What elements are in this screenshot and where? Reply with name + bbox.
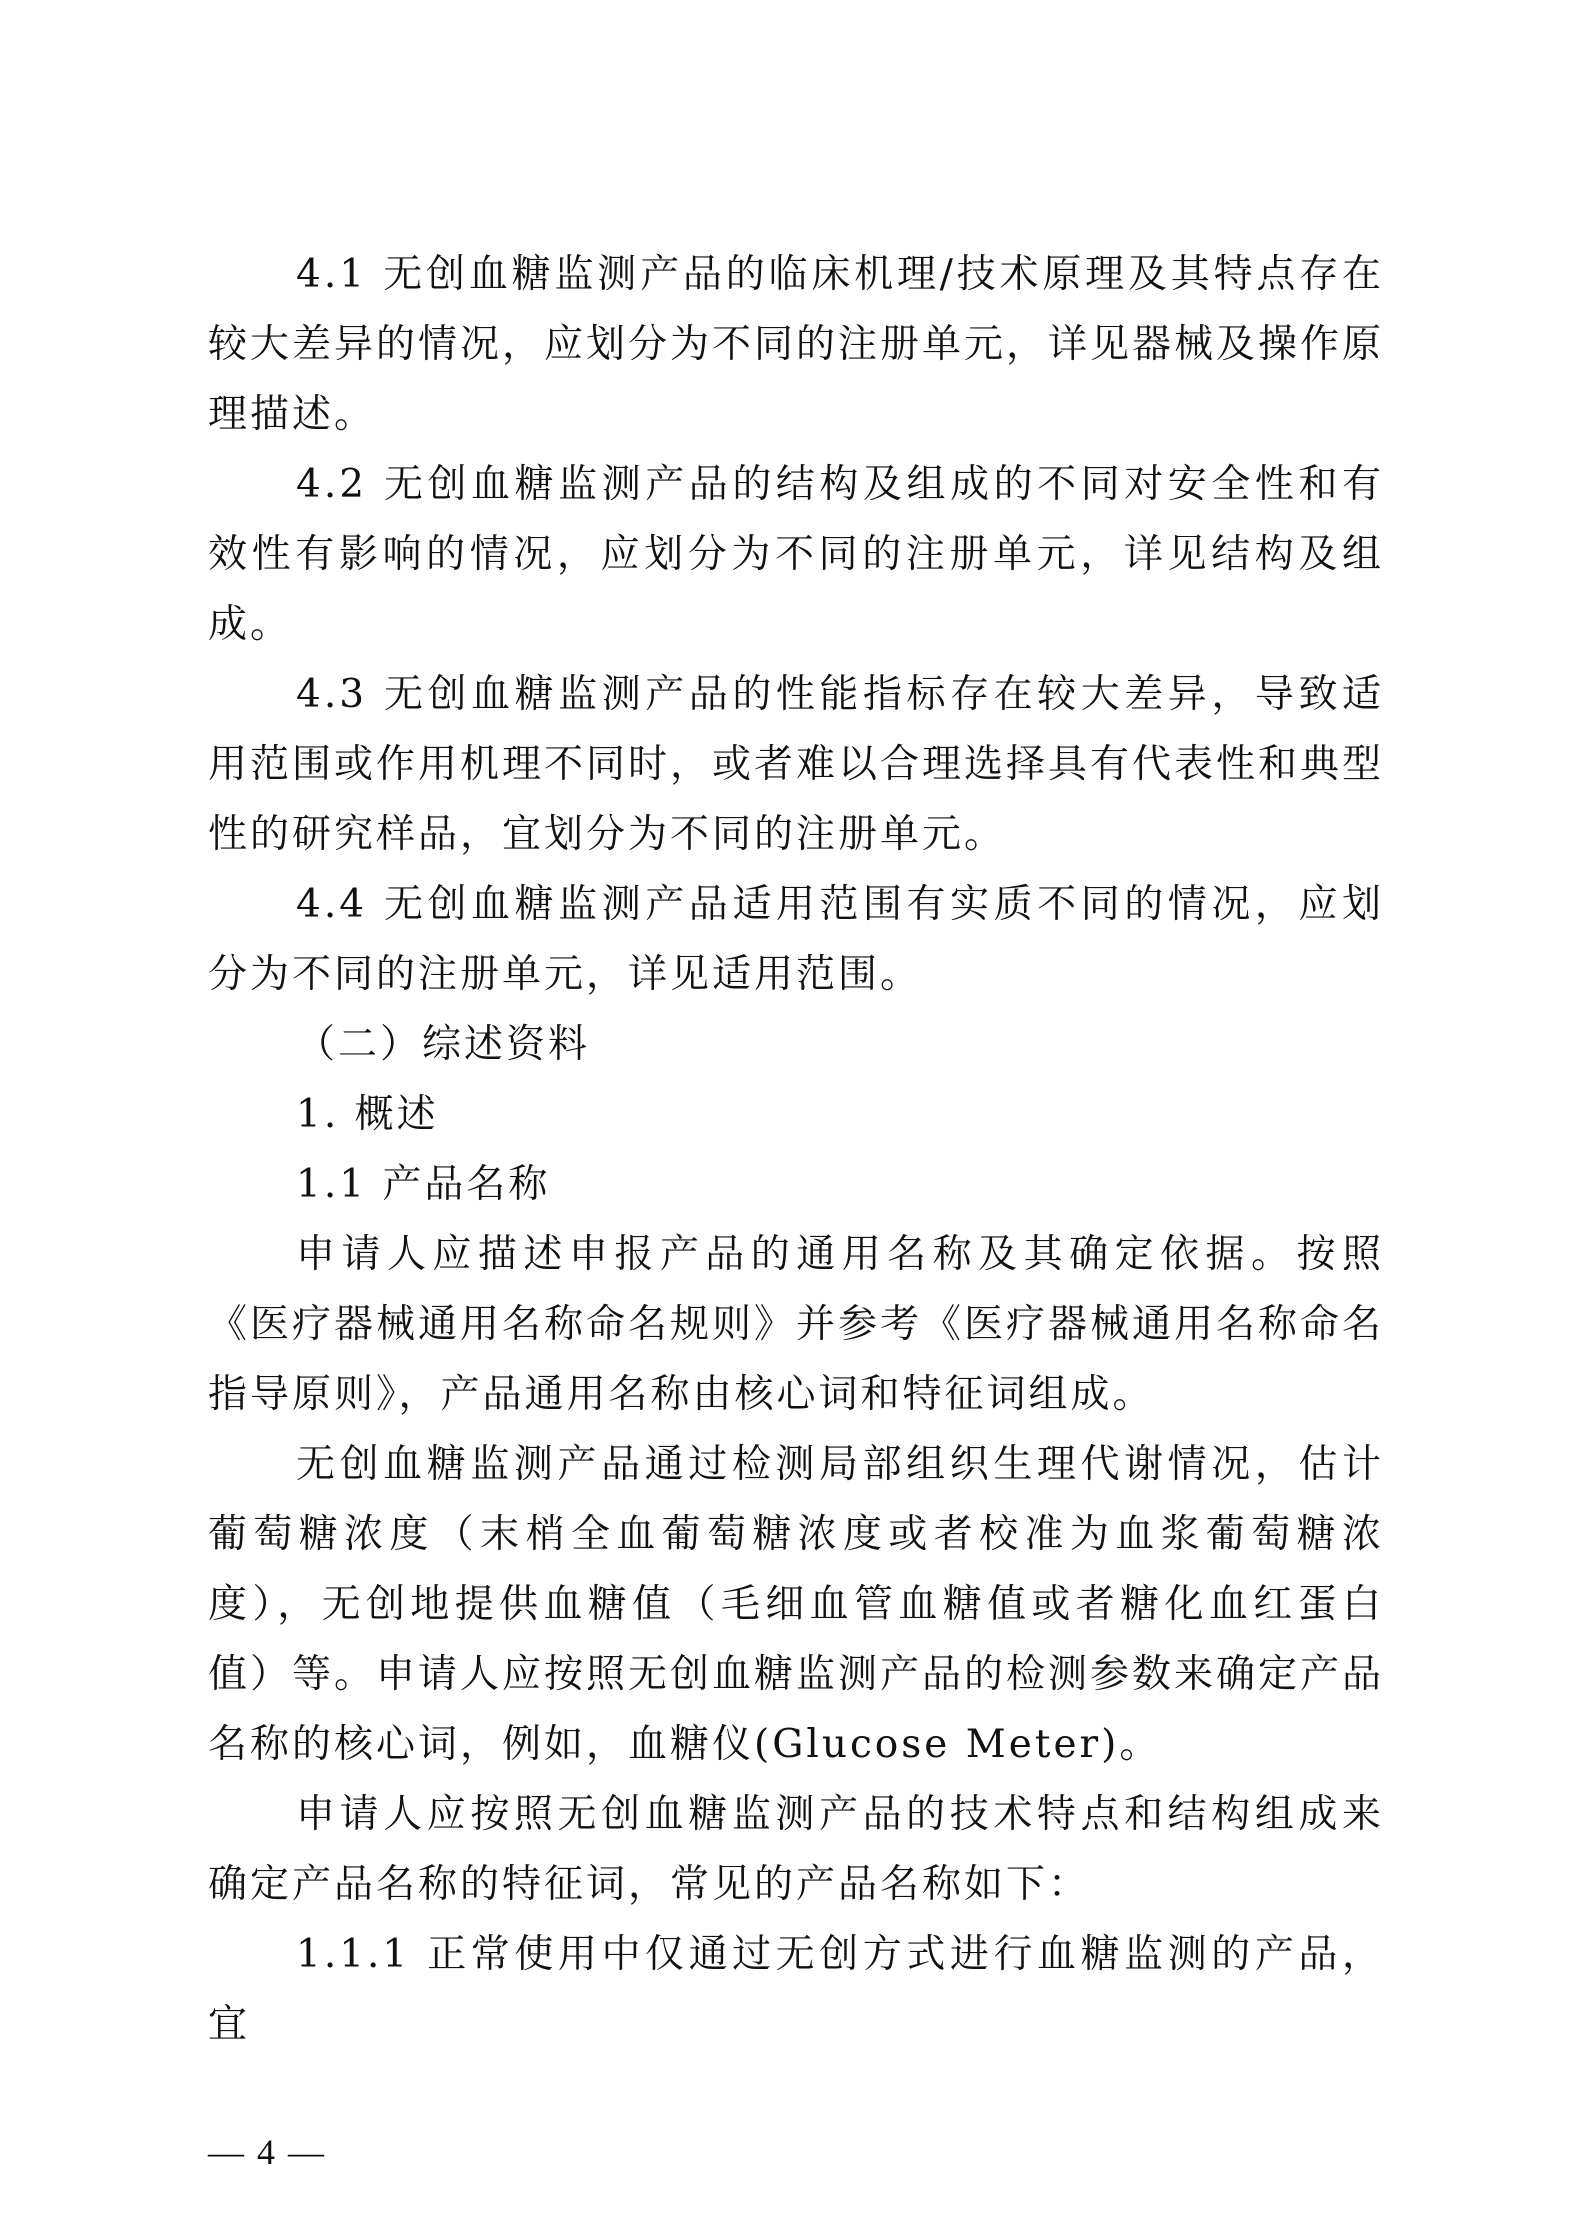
paragraph-feature-word: 申请人应按照无创血糖监测产品的技术特点和结构组成来确定产品名称的特征词，常见的产品名称如下： <box>208 1792 1384 1907</box>
paragraph-4-4: 4.4 无创血糖监测产品适用范围有实质不同的情况，应划分为不同的注册单元，详见适用范围。 <box>208 882 1384 997</box>
paragraph-4-1: 4.1 无创血糖监测产品的临床机理/技术原理及其特点存在较大差异的情况，应划分为不同的注册单元，详见器械及操作原理描述。 <box>208 252 1385 437</box>
subsection-heading-product-name: 1.1 产品名称 <box>296 1162 551 1207</box>
paragraph-4-3: 4.3 无创血糖监测产品的性能指标存在较大差异，导致适用范围或作用机理不同时，或者难以合理选择具有代表性和典型性的研究样品，宜划分为不同的注册单元。 <box>208 672 1385 857</box>
page-number: — 4 — <box>208 2132 326 2172</box>
document-body <box>208 240 1384 2060</box>
paragraph-core-word: 无创血糖监测产品通过检测局部组织生理代谢情况，估计葡萄糖浓度（末梢全血葡萄糖浓度或者校准为血浆葡萄糖浓度），无创地提供血糖值（毛细血管血糖值或者糖化血红蛋白值）等。申请人应按照无创血糖监测产品的检测参数来确定产品名称的核心词，例如，血糖仪(Glucose Meter)。 <box>208 1442 1385 1767</box>
paragraph-4-2: 4.2 无创血糖监测产品的结构及组成的不同对安全性和有效性有影响的情况，应划分为不同的注册单元，详见结构及组成。 <box>208 462 1384 647</box>
section-heading-summary: （二）综述资料 <box>296 1022 591 1067</box>
paragraph-naming-basis: 申请人应描述申报产品的通用名称及其确定依据。按照《医疗器械通用名称命名规则》并参考《医疗器械通用名称命名指导原则》，产品通用名称由核心词和特征词组成。 <box>208 1232 1385 1417</box>
subsection-heading-overview: 1. 概述 <box>296 1092 439 1137</box>
paragraph-1-1-1: 1.1.1 正常使用中仅通过无创方式进行血糖监测的产品，宜 <box>208 1932 1384 2047</box>
